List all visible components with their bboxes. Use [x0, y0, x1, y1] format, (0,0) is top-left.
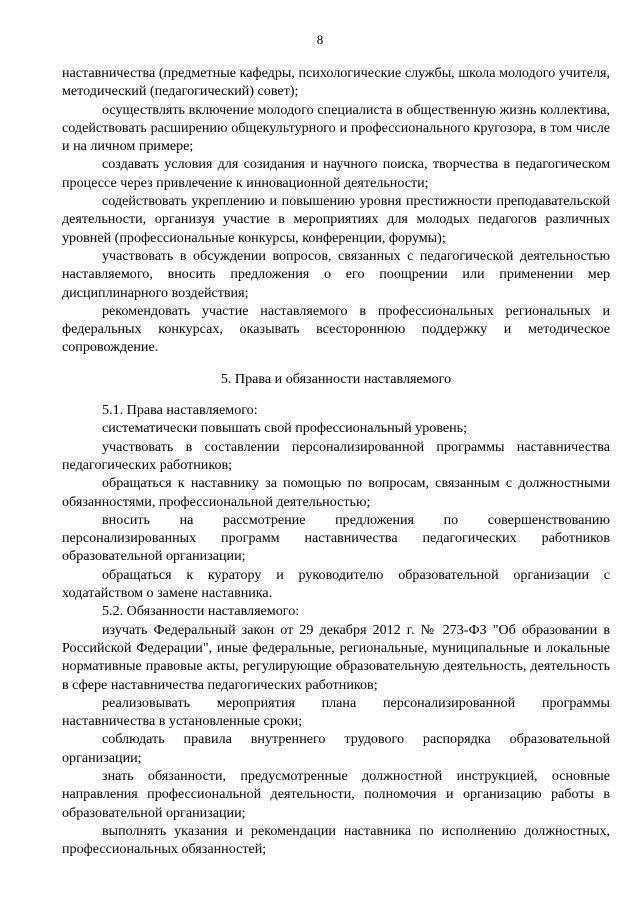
paragraph: осуществлять включение молодого специалиста в общественную жизнь коллектива, содействовать расширению общекультурного и профессионального кругозора, в том числе и на личном примере;: [62, 101, 610, 155]
subsection-title: 5.2. Обязанности наставляемого:: [102, 603, 300, 620]
paragraph: участвовать в составлении персонализированной программы наставничества педагогических работников;: [62, 438, 610, 473]
paragraph: рекомендовать участие наставляемого в профессиональных региональных и федеральных конкурсах, оказывать всестороннюю поддержку и методическое сопровождение.: [62, 302, 610, 356]
paragraph: реализовывать мероприятия плана персонализированной программы наставничества в установленные сроки;: [62, 694, 610, 730]
paragraph: создавать условия для созидания и научного поиска, творчества в педагогическом процессе через привлечение к инновационной деятельности;: [62, 156, 610, 191]
paragraph: обращаться к куратору и руководителю образовательной организации с ходатайством о замене наставника.: [62, 566, 610, 602]
paragraph: содействовать укреплению и повышению уровня престижности преподавательской деятельности, организуя участие в мероприятиях для молодых педагогов различных уровней (профессиональные конкурсы, конференции, форумы);: [62, 193, 610, 246]
paragraph: выполнять указания и рекомендации наставника по исполнению должностных, профессиональных обязанностей;: [62, 822, 610, 858]
paragraph: обращаться к наставнику за помощью по вопросам, связанным с должностными обязанностями, профессиональной деятельностью;: [62, 475, 610, 510]
page-number: 8: [316, 32, 324, 47]
subsection-title: 5.1. Права наставляемого:: [102, 402, 258, 419]
paragraph: изучать Федеральный закон от 29 декабря 2012 г. № 273-ФЗ "Об образовании в Российской Федерации", иные федеральные, региональные, муниципальные и локальные нормативные правовые акты, регулирующие образовательную деятельность, деятельность в сфере наставничества педагогических работников;: [62, 621, 610, 693]
paragraph: участвовать в обсуждении вопросов, связанных с педагогической деятельностью наставляемого, вносить предложения о его поощрении или применении мер дисциплинарного воздействия;: [62, 247, 610, 301]
paragraph: соблюдать правила внутреннего трудового распорядка образовательной организации;: [62, 731, 610, 766]
paragraph: вносить на рассмотрение предложения по совершенствованию персонализированных программ наставничества педагогических работников образовательной организации;: [62, 511, 610, 565]
paragraph: систематически повышать свой профессиональный уровень;: [102, 420, 468, 437]
section-heading: 5. Права и обязанности наставляемого: [220, 370, 452, 387]
paragraph: знать обязанности, предусмотренные должностной инструкцией, основные направления профессиональной деятельности, полномочия и организацию работы в образовательной организации;: [62, 767, 610, 821]
document-body: [62, 64, 610, 858]
paragraph: наставничества (предметные кафедры, психологические службы, школа молодого учителя, методический (педагогический) совет);: [62, 65, 610, 100]
